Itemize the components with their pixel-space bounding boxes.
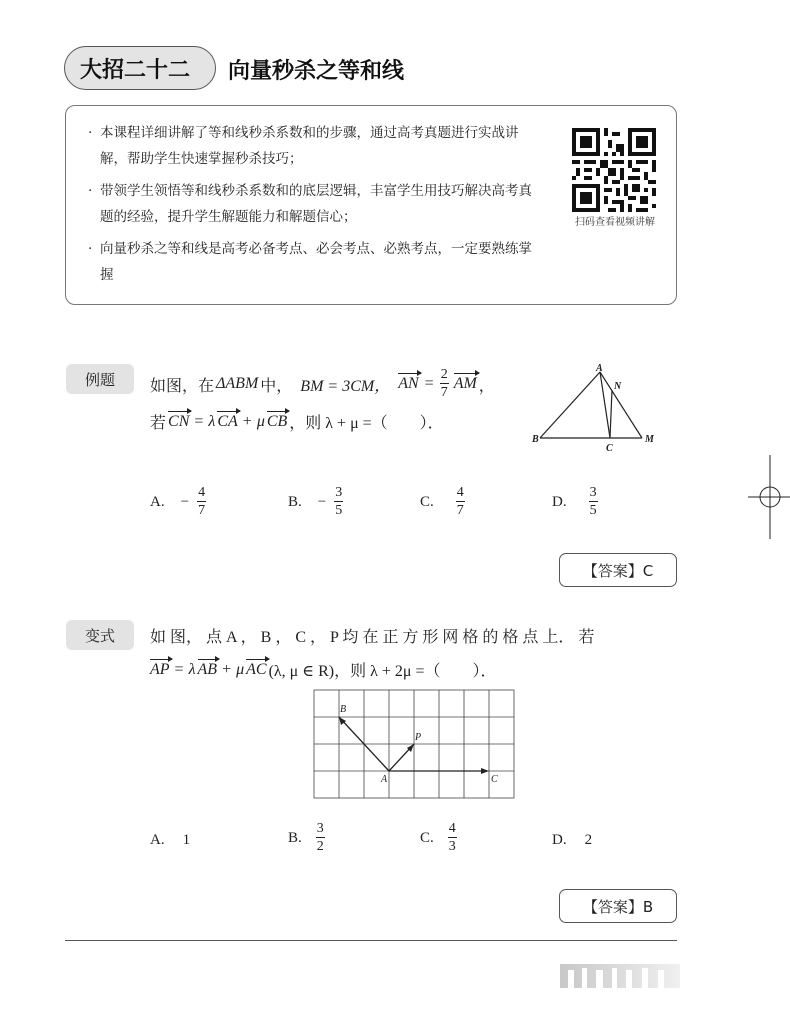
fraction-2-7: $\frac{2}{7}$ [440,367,448,400]
example-option-b[interactable]: B. − $\frac{3}{5}$ [288,485,343,518]
label-b: B [532,434,539,445]
label-m: M [645,434,654,445]
grid-label-p: P [415,732,422,743]
variant-option-a[interactable]: A. 1 [150,832,191,848]
grid-label-c: C [491,774,498,785]
example-line-2: 若 CN = λ CA + μ CB ，则 λ + μ =（ ）． [150,412,444,432]
footer-divider [65,940,677,941]
variant-answer[interactable]: 【答案】B [559,889,677,923]
vector-ap: AP [150,660,170,678]
label-c: C [606,443,613,454]
intro-bullet-2: · 带领学生领悟等和线秒杀系数和的底层逻辑，丰富学生用技巧解决高考真题的经验，提升学生解题能力和解题信心； [88,183,532,225]
variant-line-2: AP = λ AB + μ AC (λ, μ ∈ R)，则 λ + 2μ =（ ）． [150,660,497,680]
example-line-1: 如图，在 ΔABM 中， BM = 3CM， AN = $\frac{2}{7}$ AM ， [150,367,495,400]
grid-figure [312,688,516,800]
label-n: N [614,381,622,392]
intro-bullet-3: · 向量秒杀之等和线是高考必备考点、必会考点、必熟考点，一定要熟练掌握 [88,241,532,283]
vector-ac: AC [246,660,267,678]
grid-label-b: B [340,704,347,715]
page-title: 向量秒杀之等和线 [228,59,405,84]
example-option-d[interactable]: D. $\frac{3}{5}$ [552,485,597,518]
registration-mark-icon [748,455,790,539]
grid-label-a: A [381,774,388,785]
label-a: A [596,363,603,374]
example-option-a[interactable]: A. − $\frac{4}{7}$ [150,485,206,518]
page-strip-decoration [560,964,680,988]
vector-am: AM [453,375,477,392]
triangle-figure [528,362,668,456]
vector-an: AN [398,375,419,392]
qr-code-icon[interactable] [572,128,656,212]
vector-cb: CB [266,412,288,430]
variant-option-d[interactable]: D. 2 [552,832,593,848]
chapter-label: 大招二十二 [64,46,216,90]
vector-ab: AB [197,660,218,678]
variant-option-b[interactable]: B. $\frac{3}{2}$ [288,821,324,854]
variant-option-c[interactable]: C. $\frac{4}{3}$ [420,821,456,854]
intro-bullet-1: · 本课程详细讲解了等和线秒杀系数和的步骤，通过高考真题进行实战讲解，帮助学生快速掌握秒杀技巧； [88,125,519,167]
example-option-c[interactable]: C. $\frac{4}{7}$ [420,485,464,518]
variant-line-1: 如 图， 点 A ， B ， C ， P 均 在 正 方 形 网 格 的 格 点 上． 若 [150,629,595,646]
variant-tag: 变式 [66,620,134,650]
example-answer[interactable]: 【答案】C [559,553,677,587]
vector-cn: CN [168,412,190,430]
vector-ca: CA [217,412,238,430]
example-tag: 例题 [66,364,134,394]
qr-caption: 扫码查看视频讲解 [575,217,655,228]
